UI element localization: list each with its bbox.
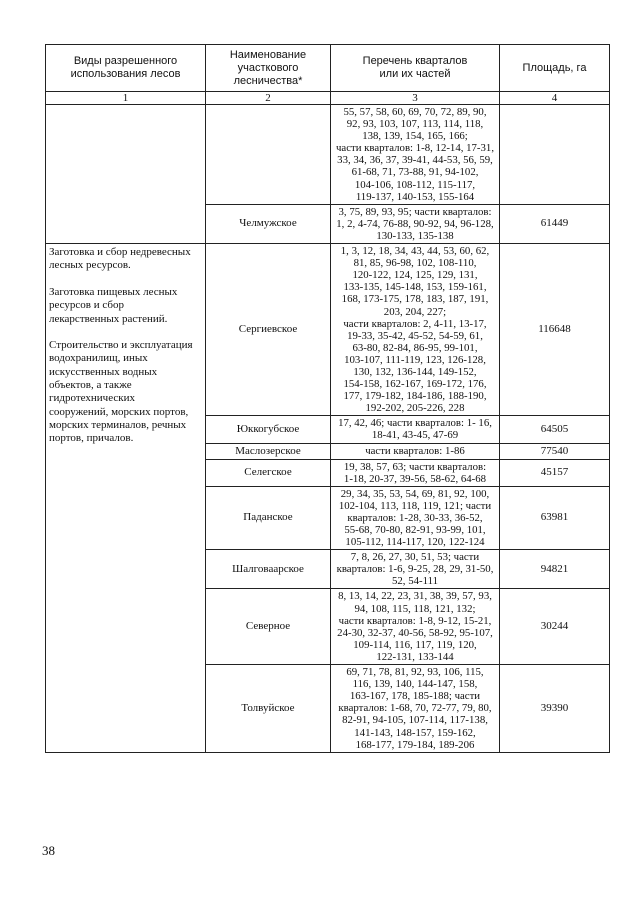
column-number-row [46, 92, 610, 105]
forestry-cell [206, 105, 331, 205]
area-cell: 64505 [500, 416, 610, 443]
column-number: 4 [500, 92, 610, 105]
table-row [46, 105, 610, 205]
quarters-cell: 8, 13, 14, 22, 23, 31, 38, 39, 57, 93, 94, 108, 115, 118, 121, 132; части кварталов: 1-8, 9-12, 15-21, 24-30, 32-37, 40-56, 58-92, 95-107, 109-114, 116, 117, 119, 120, 122-131, 133-144 [331, 589, 500, 665]
forestry-cell: Юккогубское [206, 416, 331, 443]
header-quarters-list: Перечень кварталов или их частей [331, 45, 500, 92]
area-cell: 30244 [500, 589, 610, 665]
forestry-cell: Селегское [206, 459, 331, 486]
area-cell: 77540 [500, 443, 610, 459]
page-number: 38 [42, 843, 55, 858]
forest-use-table [45, 44, 610, 753]
table-row [46, 244, 610, 416]
area-cell: 94821 [500, 550, 610, 589]
area-cell: 63981 [500, 486, 610, 549]
header-row [46, 45, 610, 92]
forestry-cell: Маслозерское [206, 443, 331, 459]
forestry-cell: Сергиевское [206, 244, 331, 416]
area-cell: 61449 [500, 204, 610, 243]
forestry-cell: Северное [206, 589, 331, 665]
forestry-cell: Шалговаарское [206, 550, 331, 589]
quarters-cell: 1, 3, 12, 18, 34, 43, 44, 53, 60, 62, 81, 85, 96-98, 102, 108-110, 120-122, 124, 125, 129, 131, 133-135, 145-148, 153, 159-161, 168, 173-175, 178, 183, 187, 191, 203, 204, 227; части кварталов: 2, 4-11, 13-17, 19-33, 35-42, 45-52, 54-59, 61, 63-80, 82-84, 86-95, 99-101, 103-107, 111-119, 123, 126-128, 130, 132, 136-144, 149-152, 154-158, 162-167, 169-172, 176, 177, 179-182, 184-186, 188-190, 192-202, 205-226, 228 [331, 244, 500, 416]
forestry-cell: Паданское [206, 486, 331, 549]
header-area: Площадь, га [500, 45, 610, 92]
quarters-cell: 29, 34, 35, 53, 54, 69, 81, 92, 100, 102-104, 113, 118, 119, 121; части кварталов: 1-28, 30-33, 36-52, 55-68, 70-80, 82-91, 93-99, 101, 105-112, 114-117, 120, 122-124 [331, 486, 500, 549]
area-cell: 39390 [500, 665, 610, 753]
usage-empty-cell [46, 105, 206, 244]
quarters-cell: 3, 75, 89, 93, 95; части кварталов: 1, 2, 4-74, 76-88, 90-92, 94, 96-128, 130-133, 135-138 [331, 204, 500, 243]
forestry-cell: Челмужское [206, 204, 331, 243]
area-cell: 45157 [500, 459, 610, 486]
quarters-cell: 7, 8, 26, 27, 30, 51, 53; части кварталов: 1-6, 9-25, 28, 29, 31-50, 52, 54-111 [331, 550, 500, 589]
header-forestry-name: Наименование участкового лесничества* [206, 45, 331, 92]
area-cell: 116648 [500, 244, 610, 416]
header-usage-type: Виды разрешенного использования лесов [46, 45, 206, 92]
quarters-cell: 17, 42, 46; части кварталов: 1- 16, 18-41, 43-45, 47-69 [331, 416, 500, 443]
column-number: 3 [331, 92, 500, 105]
usage-type-cell: Заготовка и сбор недревесных лесных ресурсов. Заготовка пищевых лесных ресурсов и сбор лекарственных растений. Строительство и эксплуатация водохранилищ, иных искусственных водных объектов, а также гидротехнических сооружений, морских портов, морских терминалов, речных портов, причалов. [46, 244, 206, 753]
quarters-cell: 69, 71, 78, 81, 92, 93, 106, 115, 116, 139, 140, 144-147, 158, 163-167, 178, 185-188; части кварталов: 1-68, 70, 72-77, 79, 80, 82-91, 94-105, 107-114, 117-138, 141-143, 148-157, 159-162, 168-177, 179-184, 189-206 [331, 665, 500, 753]
quarters-cell: 55, 57, 58, 60, 69, 70, 72, 89, 90, 92, 93, 103, 107, 113, 114, 118, 138, 139, 154, 165, 166; части кварталов: 1-8, 12-14, 17-31, 33, 34, 36, 37, 39-41, 44-53, 56, 59, 61-68, 71, 73-88, 91, 94-102, 104-106, 108-112, 115-117, 119-137, 140-153, 155-164 [331, 105, 500, 205]
quarters-cell: части кварталов: 1-86 [331, 443, 500, 459]
forestry-cell: Толвуйское [206, 665, 331, 753]
column-number: 1 [46, 92, 206, 105]
quarters-cell: 19, 38, 57, 63; части кварталов: 1-18, 20-37, 39-56, 58-62, 64-68 [331, 459, 500, 486]
column-number: 2 [206, 92, 331, 105]
area-cell [500, 105, 610, 205]
